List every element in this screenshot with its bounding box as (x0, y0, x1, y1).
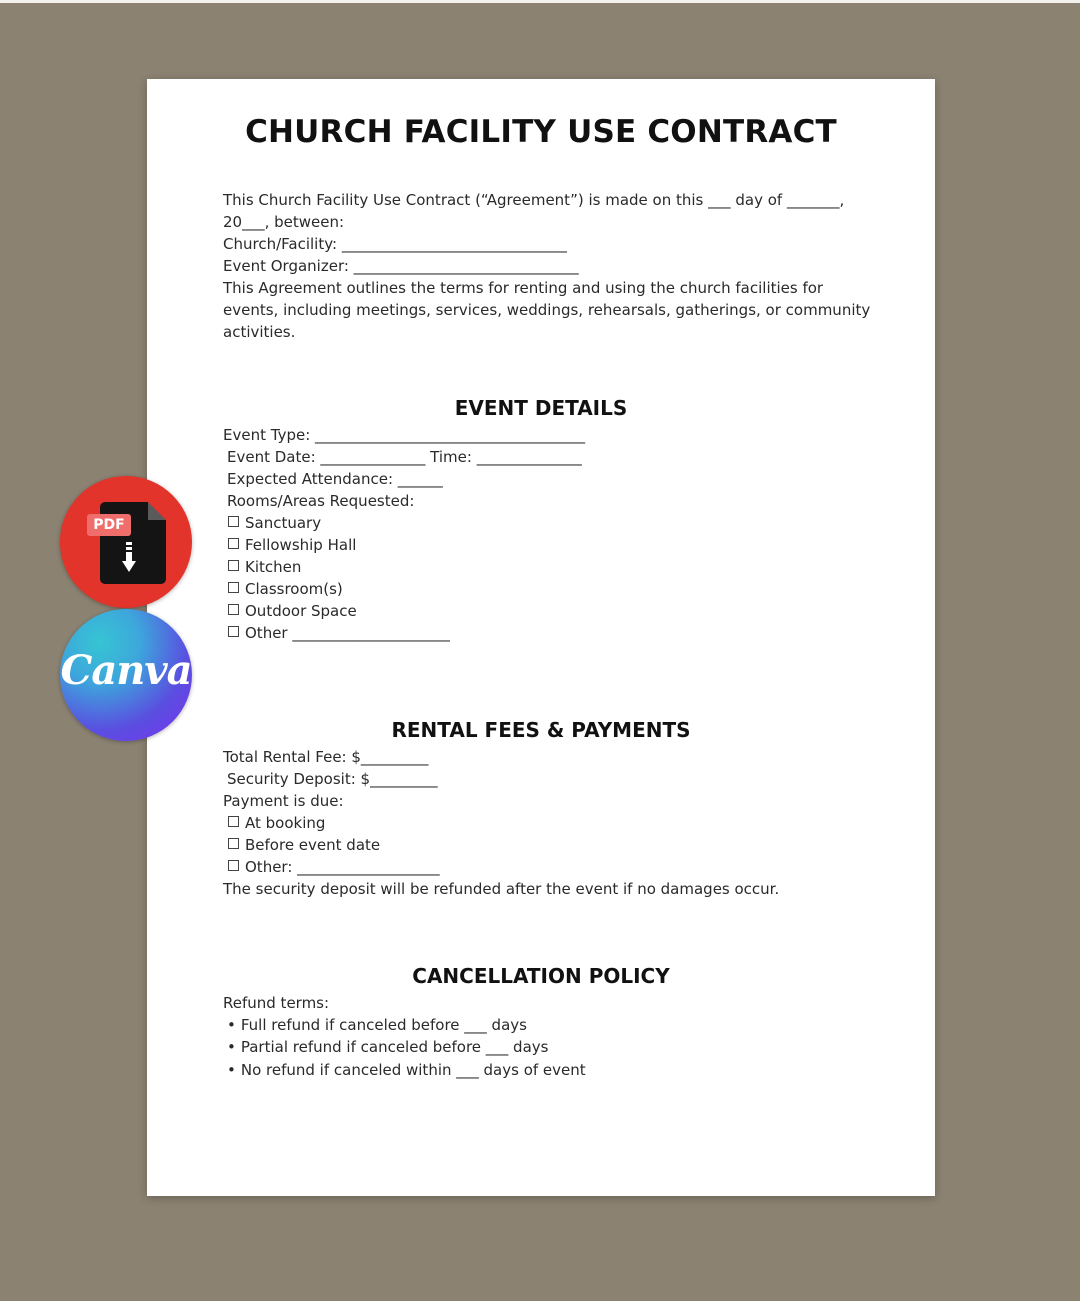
room-option-classrooms (228, 580, 343, 598)
event-date-time-field: Event Date: ______________ Time: ______________ (227, 448, 582, 466)
room-option-sanctuary (228, 514, 321, 532)
top-edge (0, 0, 1080, 3)
security-deposit-field: Security Deposit: $_________ (227, 770, 438, 788)
intro-line-7: activities. (223, 323, 296, 341)
checkbox-icon[interactable] (228, 516, 239, 527)
refund-terms-label: Refund terms: (223, 994, 330, 1012)
church-facility-field: Church/Facility: ______________________________ (223, 235, 567, 253)
cancellation-policy-heading: CANCELLATION POLICY (412, 964, 670, 988)
refund-term-text: No refund if canceled within ___ days of event (240, 1061, 586, 1079)
room-option-label: Other _____________________ (245, 624, 450, 642)
checkbox-icon[interactable] (228, 838, 239, 849)
checkbox-icon[interactable] (228, 626, 239, 637)
intro-line-5: This Agreement outlines the terms for renting and using the church facilities for (223, 279, 824, 297)
room-option-outdoor-space (228, 602, 357, 620)
intro-line-2: 20___, between: (223, 213, 345, 231)
intro-line-1: This Church Facility Use Contract (“Agreement”) is made on this ___ day of _______, (223, 191, 845, 209)
room-option-label: Outdoor Space (245, 602, 357, 620)
expected-attendance-field: Expected Attendance: ______ (227, 470, 443, 488)
document-title: CHURCH FACILITY USE CONTRACT (245, 114, 837, 150)
event-organizer-field: Event Organizer: ______________________________ (223, 257, 579, 275)
event-details-heading: EVENT DETAILS (454, 396, 628, 420)
room-option-label: Sanctuary (245, 514, 322, 532)
room-option-kitchen (228, 558, 301, 576)
rental-fees-heading: RENTAL FEES & PAYMENTS (391, 718, 691, 742)
bullet-icon: • (227, 1038, 236, 1056)
payment-option-label: Before event date (245, 836, 381, 854)
pdf-download-badge[interactable] (60, 476, 192, 608)
checkbox-icon[interactable] (228, 860, 239, 871)
room-option-label: Kitchen (245, 558, 302, 576)
refund-term-text: Partial refund if canceled before ___ days (240, 1038, 549, 1056)
room-option-fellowship-hall (228, 536, 356, 554)
intro-line-6: events, including meetings, services, weddings, rehearsals, gatherings, or community (223, 301, 871, 319)
rooms-label: Rooms/Areas Requested: (227, 492, 415, 510)
deposit-refund-note: The security deposit will be refunded after the event if no damages occur. (223, 880, 780, 898)
payment-option-at-booking (228, 814, 325, 832)
canva-logo-text: Canva (60, 647, 192, 694)
checkbox-icon[interactable] (228, 538, 239, 549)
pdf-label: PDF (87, 514, 131, 536)
page-fold-icon (148, 502, 166, 520)
room-option-label: Classroom(s) (245, 580, 343, 598)
payment-option-before-event (228, 836, 380, 854)
room-option-label: Fellowship Hall (245, 536, 357, 554)
payment-due-label: Payment is due: (223, 792, 344, 810)
refund-term-full (227, 1016, 527, 1034)
refund-term-partial (227, 1038, 548, 1056)
bullet-icon: • (227, 1016, 236, 1034)
checkbox-icon[interactable] (228, 816, 239, 827)
bullet-icon: • (227, 1061, 236, 1079)
payment-option-other (228, 858, 440, 876)
checkbox-icon[interactable] (228, 560, 239, 571)
download-arrow-icon (122, 542, 136, 576)
room-option-other (228, 624, 450, 642)
total-rental-fee-field: Total Rental Fee: $_________ (223, 748, 429, 766)
payment-option-label: At booking (245, 814, 326, 832)
payment-option-label: Other: ___________________ (245, 858, 440, 876)
canva-badge[interactable] (60, 609, 192, 741)
refund-term-text: Full refund if canceled before ___ days (240, 1016, 527, 1034)
refund-term-none (227, 1061, 586, 1079)
checkbox-icon[interactable] (228, 582, 239, 593)
event-type-field: Event Type: ____________________________________ (223, 426, 586, 444)
checkbox-icon[interactable] (228, 604, 239, 615)
